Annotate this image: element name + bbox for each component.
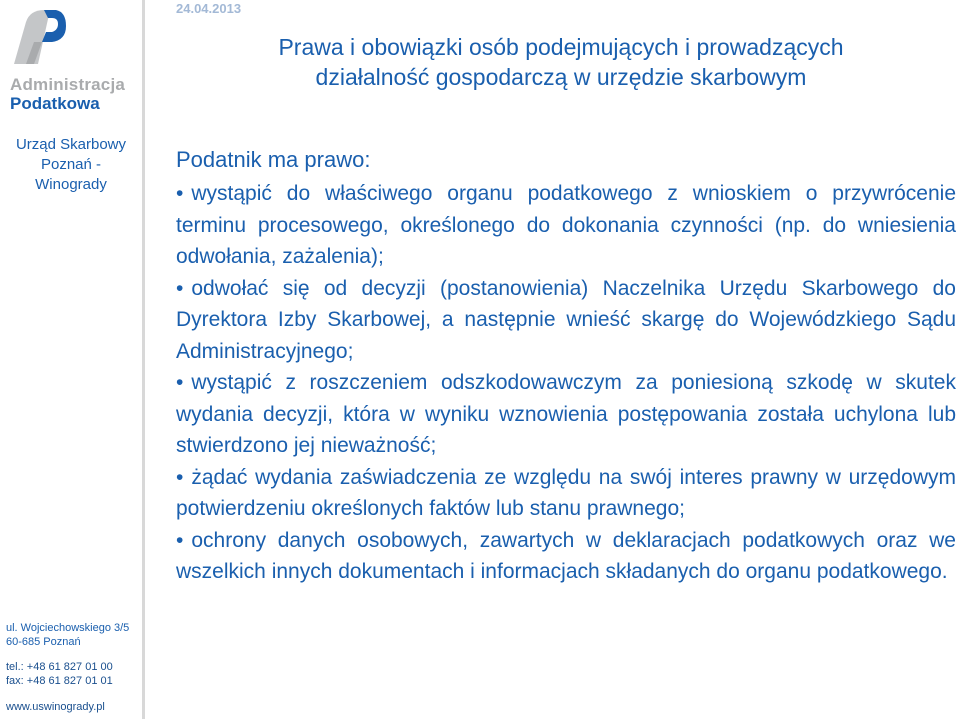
list-item-text: ochrony danych osobowych, zawartych w deklaracjach podatkowych oraz we wszelkich innych dokumentach i informacjach składanych do organu podatkowego. <box>176 528 956 583</box>
list-item-text: wystąpić do właściwego organu podatkowego z wnioskiem o przywrócenie terminu procesowego, określonego do dokonania czynności (np. do wniesienia odwołania, zażalenia); <box>176 182 956 268</box>
rights-list <box>176 178 956 588</box>
list-item <box>176 178 956 273</box>
bullet-icon: • <box>176 528 184 552</box>
list-item <box>176 525 956 588</box>
bullet-icon: • <box>176 371 184 394</box>
list-item <box>176 367 956 462</box>
office-name-line: Winogrady <box>35 176 107 193</box>
sidebar-divider <box>142 0 145 719</box>
list-item <box>176 273 956 368</box>
slide-title <box>176 32 946 92</box>
website-link[interactable]: www.uswinogrady.pl <box>6 701 105 713</box>
address-city: 60-685 Poznań <box>6 636 81 648</box>
administracja-podatkowa-logo <box>4 2 138 112</box>
title-line: działalność gospodarczą w urzędzie skarbowym <box>315 64 807 90</box>
logo-text-line1: Administracja <box>10 75 126 94</box>
list-item-text: odwołać się od decyzji (postanowienia) Naczelnika Urzędu Skarbowego do Dyrektora Izby Skarbowej, a następnie wnieść skargę do Wojewódzkiego Sądu Administracyjnego; <box>176 276 956 363</box>
bullet-icon: • <box>176 276 184 300</box>
office-name-line: Urząd Skarbowy <box>15 136 127 153</box>
list-item-text: żądać wydania zaświadczenia ze względu na swój interes prawny w urzędowym potwierdzeniu określonych faktów lub stanu prawnego; <box>176 465 956 520</box>
sidebar <box>0 0 142 719</box>
office-name <box>0 135 142 195</box>
bullet-icon: • <box>176 465 184 489</box>
list-item-text: wystąpić z roszczeniem odszkodowawczym za poniesioną szkodę w skutek wydania decyzji, która w wyniku wznowienia postępowania została uchylona lub stwierdzono jej nieważność; <box>176 371 956 457</box>
list-item <box>176 462 956 525</box>
fax-number: fax: +48 61 827 01 01 <box>6 675 113 687</box>
logo-emblem-icon <box>4 2 138 74</box>
bullet-icon: • <box>176 182 184 205</box>
title-line: Prawa i obowiązki osób podejmujących i prowadzących <box>278 34 844 60</box>
logo-text-line2: Podatkowa <box>10 94 100 113</box>
office-name-line: Poznań - <box>40 156 102 173</box>
phone-number: tel.: +48 61 827 01 00 <box>6 661 113 673</box>
slide-date: 24.04.2013 <box>176 1 242 16</box>
address-street: ul. Wojciechowskiego 3/5 <box>6 622 130 634</box>
section-heading: Podatnik ma prawo: <box>176 147 371 172</box>
